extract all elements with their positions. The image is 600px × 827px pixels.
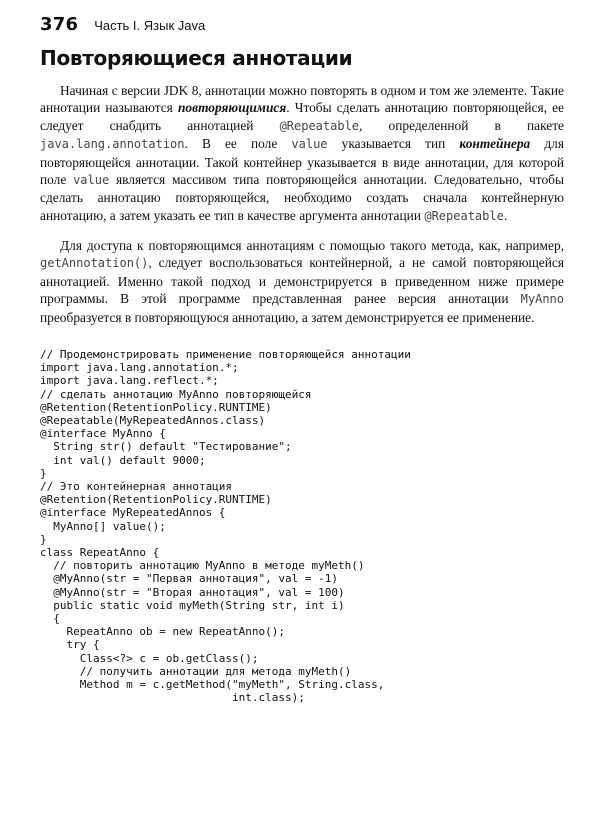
paragraph-1 [40,82,564,225]
code-line: int.class); [40,691,305,705]
section-heading: Повторяющиеся аннотации [40,46,353,70]
code-line: int val() default 9000; [40,453,206,467]
code-line: Method m = c.getMethod("myMeth", String.class, [40,678,385,692]
code-line: @Repeatable(MyRepeatedAnnos.class) [40,414,266,428]
code-line: // получить аннотации для метода myMeth() [40,664,352,678]
text-run: . В ее поле [184,136,292,152]
code-line: public static void myMeth(String str, int i) [40,598,345,612]
inline-code: @Repeatable [279,118,360,133]
text-run: Начиная с версии JDK 8, аннотации можно повторять в одном и том же элементе. Такие аннотации называются [40,83,564,116]
running-head [40,14,205,38]
code-line: try { [40,638,100,652]
text-run: является массивом типа повторяющейся аннотации. Следовательно, чтобы сделать аннотацию повторяющейся, необходимо создать сначала контейнерную аннотацию, а затем указать ее тип в качестве аргумента аннотации [40,172,564,223]
page-number: 376 [40,14,79,35]
text-run: указывается тип [327,136,460,152]
text-run: Для доступа к повторяющимся аннотациям с помощью такого метода, как, например, [60,238,564,253]
inline-code: value [291,137,328,152]
text-run: . Чтобы сделать аннотацию повторяющейся, ее следует снабдить аннотацией [40,100,564,133]
inline-code: value [73,173,110,188]
inline-code: java.lang.annotation [40,137,185,152]
code-line: // Продемонстрировать применение повторяющейся аннотации [40,348,411,361]
code-line: MyAnno[] value(); [40,519,166,533]
code-listing [40,348,411,704]
text-run: преобразуется в повторяющуюся аннотацию, а затем демонстрируется ее применение. [40,309,535,325]
inline-code: MyAnno [520,292,564,307]
code-line: @interface MyRepeatedAnnos { [40,506,226,520]
part-title: Часть I. Язык Java [94,18,206,33]
inline-code: @Repeatable [424,208,504,223]
text-run: . [503,207,508,223]
code-line: @MyAnno(str = "Вторая аннотация", val = 100) [40,585,345,599]
code-line: } [40,466,47,480]
code-line: @interface MyAnno { [40,427,166,441]
code-line: // повторить аннотацию MyAnno в методе myMeth() [40,559,365,573]
term-container: контейнера [459,136,531,152]
code-line: @MyAnno(str = "Первая аннотация", val = -1) [40,572,339,586]
code-line: class RepeatAnno { [40,546,160,560]
code-line: @Retention(RetentionPolicy.RUNTIME) [40,400,272,414]
text-run: , определенной в пакете [359,117,564,133]
code-line: // сделать аннотацию MyAnno повторяющейся [40,387,312,401]
code-line: { [40,612,60,626]
code-line: String str() default "Тестирование"; [40,440,292,454]
text-run: для повторяющейся аннотации. Такой контейнер указывается в виде аннотации, для которой поле [40,136,564,188]
code-line: Class<?> c = ob.getClass(); [40,651,259,665]
text-run: , следует воспользоваться контейнерной, а не самой повторяющейся аннотацией. Именно такой подход и демонстрируется в приведенном ниже примере программы. В этой программе представленная ранее версия аннотации [40,255,564,307]
code-line: // Это контейнерная аннотация [40,480,233,494]
code-line: import java.lang.annotation.*; [40,361,239,375]
term-repeatable: повторяющимися [177,100,287,116]
inline-code: getAnnotation() [40,256,149,271]
code-line: import java.lang.reflect.*; [40,374,219,388]
code-line: } [40,532,47,546]
code-line: @Retention(RetentionPolicy.RUNTIME) [40,493,272,507]
paragraph-2 [40,237,564,326]
code-line: RepeatAnno ob = new RepeatAnno(); [40,625,286,639]
